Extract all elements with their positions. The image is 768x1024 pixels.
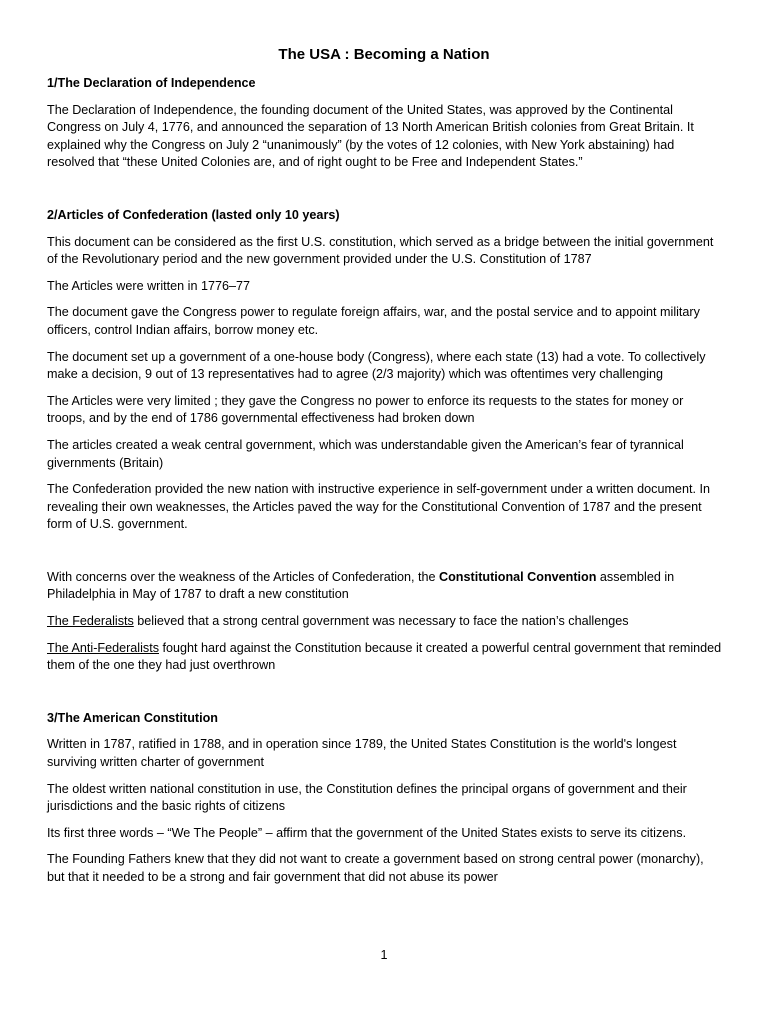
section-heading-articles: 2/Articles of Confederation (lasted only 10 years): [47, 207, 340, 222]
convention-text-before: With concerns over the weakness of the Articles of Confederation, the: [47, 569, 440, 584]
paragraph: The articles created a weak central government, which was understandable given the American’s fear of tyrannical givernments (Britain): [47, 437, 684, 470]
paragraph: This document can be considered as the first U.S. constitution, which served as a bridge between the initial government of the Revolutionary period and the new government provided under the U.S. Constitution of 1787: [47, 234, 714, 267]
anti-federalists-term: The Anti-Federalists: [47, 640, 159, 655]
paragraph: The Founding Fathers knew that they did not want to create a government based on strong central power (monarchy), but that it needed to be a strong and fair government that did not abuse its power: [47, 852, 704, 884]
paragraph-convention: [47, 569, 723, 604]
document-body: [47, 75, 723, 887]
paragraph: The Declaration of Independence, the founding document of the United States, was approved by the Continental Congress on July 4, 1776, and announced the separation of 13 North American British colonies from Great Britain. It explained why the Congress on July 2 “unanimously” (by the votes of 12 colonies, with New York abstaining) had resolved that “these United Colonies are, and of right ought to be Free and Independent States.”: [47, 102, 694, 170]
page-number: 1: [380, 948, 388, 962]
anti-federalists-text: fought hard against the Constitution because it created a powerful central government that reminded them of the one they had just overthrown: [47, 640, 722, 673]
section-heading-constitution: 3/The American Constitution: [47, 710, 218, 725]
paragraph: The Articles were written in 1776–77: [47, 278, 251, 293]
convention-text-after: assembled in Philadelphia in May of 1787 to draft a new constitution: [47, 569, 675, 602]
paragraph: The document gave the Congress power to regulate foreign affairs, war, and the postal service and to appoint military officers, control Indian affairs, borrow money etc.: [47, 305, 700, 337]
paragraph: The oldest written national constitution in use, the Constitution defines the principal organs of government and their jurisdictions and the basic rights of citizens: [47, 781, 687, 814]
paragraph: Its first three words – “We The People” – affirm that the government of the United States exists to serve its citizens.: [47, 825, 687, 840]
paragraph: Written in 1787, ratified in 1788, and in operation since 1789, the United States Constitution is the world's longest surviving written charter of government: [47, 737, 677, 770]
document-title: The USA : Becoming a Nation: [278, 46, 490, 63]
convention-term: Constitutional Convention: [439, 569, 597, 584]
paragraph: The Articles were very limited ; they gave the Congress no power to enforce its requests to the states for money or troops, and by the end of 1786 governmental effectiveness had broken down: [47, 393, 684, 426]
paragraph: The document set up a government of a one-house body (Congress), where each state (13) had a vote. To collectively make a decision, 9 out of 13 representatives had to agree (2/3 majority) which was oftentimes very challenging: [47, 349, 706, 382]
federalists-text: believed that a strong central government was necessary to face the nation’s challenges: [133, 614, 629, 629]
paragraph-anti-federalists: [47, 640, 723, 675]
section-heading-declaration: 1/The Declaration of Independence: [47, 76, 256, 90]
paragraph-federalists: [47, 613, 723, 631]
federalists-term: The Federalists: [47, 614, 134, 629]
paragraph: The Confederation provided the new nation with instructive experience in self-government under a written document. In revealing their own weaknesses, the Articles paved the way for the Constitutional Convention of 1787 and the present form of U.S. government.: [47, 482, 710, 532]
